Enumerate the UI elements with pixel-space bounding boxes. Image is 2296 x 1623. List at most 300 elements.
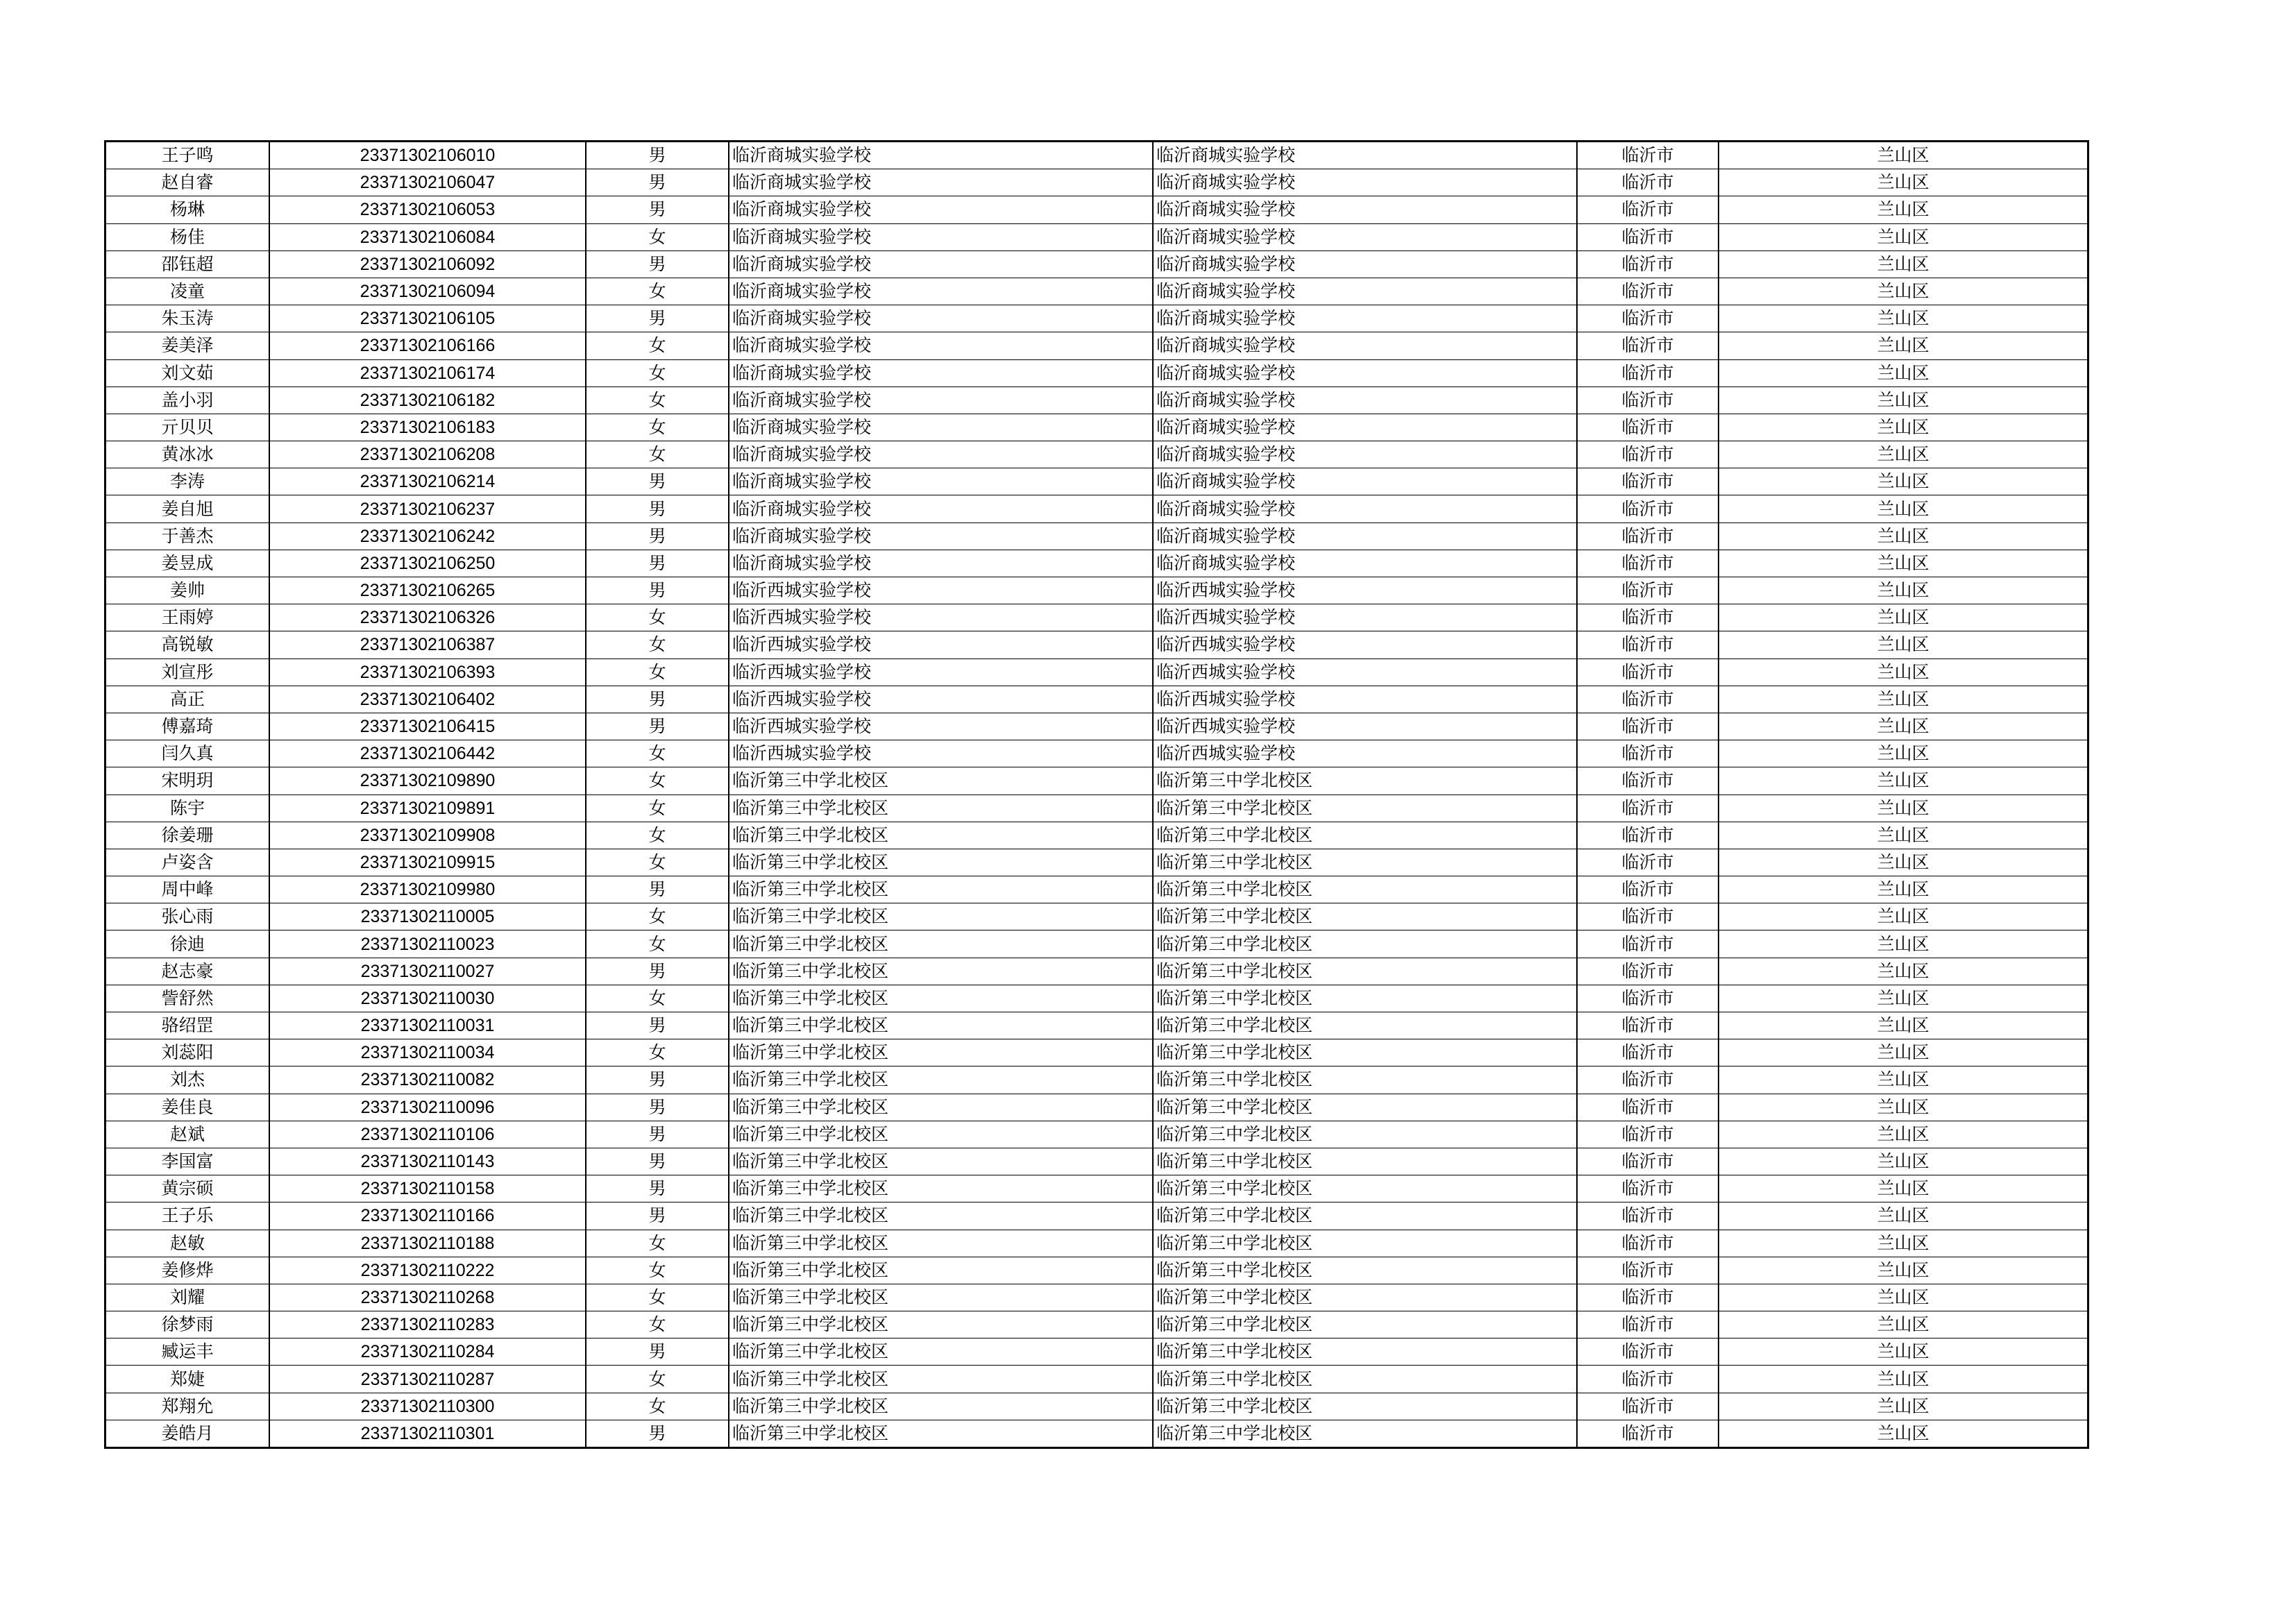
gender-cell: 男 <box>586 1339 729 1366</box>
table-row <box>105 1121 2088 1148</box>
city-cell: 临沂市 <box>1577 931 1719 958</box>
district-cell: 兰山区 <box>1719 631 2088 658</box>
student-name-cell: 卢姿含 <box>105 849 270 876</box>
gender-cell: 男 <box>586 550 729 577</box>
district-cell: 兰山区 <box>1719 1175 2088 1203</box>
table-row <box>105 386 2088 414</box>
exam-id-cell: 23371302110027 <box>269 958 586 985</box>
student-name-cell: 李涛 <box>105 468 270 495</box>
student-name-cell: 刘杰 <box>105 1067 270 1094</box>
student-name-cell: 姜修烨 <box>105 1257 270 1284</box>
table-row <box>105 468 2088 495</box>
admission-school-cell: 临沂商城实验学校 <box>1153 278 1577 305</box>
exam-id-cell: 23371302110023 <box>269 931 586 958</box>
city-cell: 临沂市 <box>1577 250 1719 278</box>
table-row <box>105 332 2088 359</box>
student-name-cell: 姜帅 <box>105 577 270 604</box>
exam-id-cell: 23371302106387 <box>269 631 586 658</box>
admission-school-cell: 临沂商城实验学校 <box>1153 468 1577 495</box>
exam-id-cell: 23371302110106 <box>269 1121 586 1148</box>
exam-id-cell: 23371302106237 <box>269 495 586 522</box>
school-cell: 临沂第三中学北校区 <box>729 1203 1153 1230</box>
student-name-cell: 盖小羽 <box>105 386 270 414</box>
district-cell: 兰山区 <box>1719 658 2088 686</box>
school-cell: 临沂西城实验学校 <box>729 631 1153 658</box>
district-cell: 兰山区 <box>1719 332 2088 359</box>
admission-school-cell: 临沂商城实验学校 <box>1153 169 1577 196</box>
student-name-cell: 邵钰超 <box>105 250 270 278</box>
school-cell: 临沂商城实验学校 <box>729 169 1153 196</box>
district-cell: 兰山区 <box>1719 822 2088 849</box>
school-cell: 临沂西城实验学校 <box>729 740 1153 767</box>
admission-school-cell: 临沂第三中学北校区 <box>1153 876 1577 903</box>
student-name-cell: 徐姜珊 <box>105 822 270 849</box>
admission-school-cell: 临沂西城实验学校 <box>1153 577 1577 604</box>
exam-id-cell: 23371302106084 <box>269 223 586 250</box>
table-row <box>105 1311 2088 1339</box>
table-row <box>105 958 2088 985</box>
admission-school-cell: 临沂第三中学北校区 <box>1153 822 1577 849</box>
gender-cell: 男 <box>586 1175 729 1203</box>
district-cell: 兰山区 <box>1719 1012 2088 1039</box>
table-row <box>105 1203 2088 1230</box>
city-cell: 临沂市 <box>1577 713 1719 740</box>
table-row <box>105 1257 2088 1284</box>
city-cell: 临沂市 <box>1577 794 1719 822</box>
student-name-cell: 高正 <box>105 686 270 713</box>
gender-cell: 女 <box>586 359 729 386</box>
exam-id-cell: 23371302110188 <box>269 1230 586 1257</box>
city-cell: 临沂市 <box>1577 876 1719 903</box>
student-name-cell: 杨琳 <box>105 196 270 223</box>
gender-cell: 女 <box>586 414 729 441</box>
gender-cell: 男 <box>586 468 729 495</box>
gender-cell: 女 <box>586 604 729 631</box>
school-cell: 临沂第三中学北校区 <box>729 1366 1153 1393</box>
student-name-cell: 臧运丰 <box>105 1339 270 1366</box>
city-cell: 临沂市 <box>1577 1094 1719 1121</box>
district-cell: 兰山区 <box>1719 414 2088 441</box>
district-cell: 兰山区 <box>1719 794 2088 822</box>
gender-cell: 男 <box>586 495 729 522</box>
district-cell: 兰山区 <box>1719 713 2088 740</box>
city-cell: 临沂市 <box>1577 1067 1719 1094</box>
gender-cell: 女 <box>586 278 729 305</box>
exam-id-cell: 23371302106250 <box>269 550 586 577</box>
school-cell: 临沂第三中学北校区 <box>729 1339 1153 1366</box>
gender-cell: 女 <box>586 1284 729 1311</box>
city-cell: 临沂市 <box>1577 577 1719 604</box>
school-cell: 临沂西城实验学校 <box>729 713 1153 740</box>
admission-school-cell: 临沂商城实验学校 <box>1153 550 1577 577</box>
gender-cell: 男 <box>586 1012 729 1039</box>
exam-id-cell: 23371302106053 <box>269 196 586 223</box>
city-cell: 临沂市 <box>1577 1366 1719 1393</box>
admission-school-cell: 临沂第三中学北校区 <box>1153 985 1577 1012</box>
student-name-cell: 刘文茹 <box>105 359 270 386</box>
school-cell: 临沂第三中学北校区 <box>729 1393 1153 1420</box>
district-cell: 兰山区 <box>1719 577 2088 604</box>
city-cell: 临沂市 <box>1577 740 1719 767</box>
district-cell: 兰山区 <box>1719 958 2088 985</box>
student-name-cell: 陈宇 <box>105 794 270 822</box>
admission-school-cell: 临沂第三中学北校区 <box>1153 1366 1577 1393</box>
city-cell: 临沂市 <box>1577 142 1719 169</box>
exam-id-cell: 23371302106393 <box>269 658 586 686</box>
exam-id-cell: 23371302106183 <box>269 414 586 441</box>
gender-cell: 男 <box>586 686 729 713</box>
exam-id-cell: 23371302106242 <box>269 522 586 550</box>
school-cell: 临沂西城实验学校 <box>729 577 1153 604</box>
gender-cell: 男 <box>586 876 729 903</box>
school-cell: 临沂第三中学北校区 <box>729 767 1153 794</box>
table-row <box>105 550 2088 577</box>
admission-school-cell: 临沂商城实验学校 <box>1153 142 1577 169</box>
city-cell: 临沂市 <box>1577 223 1719 250</box>
admission-school-cell: 临沂第三中学北校区 <box>1153 849 1577 876</box>
table-row <box>105 250 2088 278</box>
district-cell: 兰山区 <box>1719 849 2088 876</box>
admission-school-cell: 临沂第三中学北校区 <box>1153 903 1577 931</box>
district-cell: 兰山区 <box>1719 495 2088 522</box>
district-cell: 兰山区 <box>1719 142 2088 169</box>
exam-id-cell: 23371302106047 <box>269 169 586 196</box>
table-row <box>105 1284 2088 1311</box>
city-cell: 临沂市 <box>1577 767 1719 794</box>
school-cell: 临沂第三中学北校区 <box>729 1311 1153 1339</box>
city-cell: 临沂市 <box>1577 985 1719 1012</box>
school-cell: 临沂第三中学北校区 <box>729 822 1153 849</box>
gender-cell: 女 <box>586 1230 729 1257</box>
school-cell: 临沂第三中学北校区 <box>729 1257 1153 1284</box>
school-cell: 临沂第三中学北校区 <box>729 794 1153 822</box>
admission-school-cell: 临沂西城实验学校 <box>1153 658 1577 686</box>
city-cell: 临沂市 <box>1577 441 1719 468</box>
district-cell: 兰山区 <box>1719 903 2088 931</box>
exam-id-cell: 23371302110222 <box>269 1257 586 1284</box>
table-row <box>105 1094 2088 1121</box>
student-name-cell: 杨佳 <box>105 223 270 250</box>
table-row <box>105 522 2088 550</box>
student-name-cell: 骆绍罡 <box>105 1012 270 1039</box>
city-cell: 临沂市 <box>1577 1039 1719 1067</box>
school-cell: 临沂第三中学北校区 <box>729 849 1153 876</box>
district-cell: 兰山区 <box>1719 305 2088 332</box>
admission-school-cell: 临沂西城实验学校 <box>1153 686 1577 713</box>
table-row <box>105 495 2088 522</box>
student-name-cell: 黄冰冰 <box>105 441 270 468</box>
gender-cell: 女 <box>586 931 729 958</box>
student-name-cell: 姜佳良 <box>105 1094 270 1121</box>
admission-school-cell: 临沂第三中学北校区 <box>1153 958 1577 985</box>
district-cell: 兰山区 <box>1719 1393 2088 1420</box>
student-name-cell: 李国富 <box>105 1148 270 1175</box>
district-cell: 兰山区 <box>1719 1284 2088 1311</box>
exam-id-cell: 23371302109891 <box>269 794 586 822</box>
student-name-cell: 王雨婷 <box>105 604 270 631</box>
district-cell: 兰山区 <box>1719 740 2088 767</box>
school-cell: 临沂第三中学北校区 <box>729 931 1153 958</box>
city-cell: 临沂市 <box>1577 550 1719 577</box>
gender-cell: 女 <box>586 767 729 794</box>
exam-id-cell: 23371302106092 <box>269 250 586 278</box>
table-row <box>105 196 2088 223</box>
admission-school-cell: 临沂商城实验学校 <box>1153 386 1577 414</box>
gender-cell: 女 <box>586 223 729 250</box>
student-name-cell: 周中峰 <box>105 876 270 903</box>
table-row <box>105 305 2088 332</box>
district-cell: 兰山区 <box>1719 223 2088 250</box>
table-row <box>105 794 2088 822</box>
student-name-cell: 刘蕊阳 <box>105 1039 270 1067</box>
table-row <box>105 1175 2088 1203</box>
district-cell: 兰山区 <box>1719 876 2088 903</box>
district-cell: 兰山区 <box>1719 686 2088 713</box>
gender-cell: 男 <box>586 1148 729 1175</box>
student-name-cell: 闫久真 <box>105 740 270 767</box>
gender-cell: 男 <box>586 713 729 740</box>
city-cell: 临沂市 <box>1577 1230 1719 1257</box>
school-cell: 临沂第三中学北校区 <box>729 958 1153 985</box>
student-name-cell: 徐迪 <box>105 931 270 958</box>
school-cell: 临沂商城实验学校 <box>729 550 1153 577</box>
table-row <box>105 1420 2088 1447</box>
school-cell: 临沂商城实验学校 <box>729 278 1153 305</box>
admission-school-cell: 临沂第三中学北校区 <box>1153 1339 1577 1366</box>
district-cell: 兰山区 <box>1719 1311 2088 1339</box>
city-cell: 临沂市 <box>1577 849 1719 876</box>
table-row <box>105 223 2088 250</box>
city-cell: 临沂市 <box>1577 495 1719 522</box>
district-cell: 兰山区 <box>1719 1121 2088 1148</box>
exam-id-cell: 23371302110158 <box>269 1175 586 1203</box>
gender-cell: 男 <box>586 577 729 604</box>
table-row <box>105 876 2088 903</box>
gender-cell: 女 <box>586 386 729 414</box>
exam-id-cell: 23371302106214 <box>269 468 586 495</box>
city-cell: 临沂市 <box>1577 522 1719 550</box>
school-cell: 临沂第三中学北校区 <box>729 1039 1153 1067</box>
district-cell: 兰山区 <box>1719 169 2088 196</box>
district-cell: 兰山区 <box>1719 196 2088 223</box>
district-cell: 兰山区 <box>1719 250 2088 278</box>
student-name-cell: 宋明玥 <box>105 767 270 794</box>
admission-school-cell: 临沂第三中学北校区 <box>1153 1420 1577 1447</box>
district-cell: 兰山区 <box>1719 468 2088 495</box>
city-cell: 临沂市 <box>1577 468 1719 495</box>
student-name-cell: 姜皓月 <box>161 1422 214 1443</box>
table-row <box>105 740 2088 767</box>
student-name-cell: 于善杰 <box>105 522 270 550</box>
admission-school-cell: 临沂第三中学北校区 <box>1153 1121 1577 1148</box>
table-row <box>105 142 2088 169</box>
school-cell: 临沂商城实验学校 <box>729 386 1153 414</box>
admission-school-cell: 临沂第三中学北校区 <box>1153 1284 1577 1311</box>
school-cell: 临沂第三中学北校区 <box>729 1148 1153 1175</box>
exam-id-cell: 23371302106265 <box>269 577 586 604</box>
district-cell: 兰山区 <box>1719 359 2088 386</box>
admission-school-cell: 临沂商城实验学校 <box>1153 522 1577 550</box>
district-cell: 兰山区 <box>1719 931 2088 958</box>
admission-school-cell: 临沂西城实验学校 <box>1153 740 1577 767</box>
table-row <box>105 658 2088 686</box>
school-cell: 临沂西城实验学校 <box>729 604 1153 631</box>
table-row <box>105 767 2088 794</box>
exam-id-cell: 23371302106010 <box>269 142 586 169</box>
city-cell: 临沂市 <box>1577 196 1719 223</box>
admission-school-cell: 临沂商城实验学校 <box>1153 196 1577 223</box>
school-cell: 临沂商城实验学校 <box>729 359 1153 386</box>
admission-school-cell: 临沂第三中学北校区 <box>1153 1094 1577 1121</box>
city-cell: 临沂市 <box>1577 359 1719 386</box>
gender-cell: 男 <box>586 142 729 169</box>
table-row <box>105 903 2088 931</box>
school-cell: 临沂商城实验学校 <box>729 441 1153 468</box>
student-name-cell: 亓贝贝 <box>105 414 270 441</box>
gender-cell: 女 <box>586 631 729 658</box>
admission-school-cell: 临沂商城实验学校 <box>1153 332 1577 359</box>
student-name-cell: 赵敏 <box>105 1230 270 1257</box>
city-cell: 临沂市 <box>1577 686 1719 713</box>
admission-school-cell: 临沂第三中学北校区 <box>1153 1257 1577 1284</box>
school-cell: 临沂商城实验学校 <box>729 522 1153 550</box>
gender-cell: 女 <box>586 441 729 468</box>
table-row <box>105 278 2088 305</box>
table-row <box>105 1366 2088 1393</box>
admission-school-cell: 临沂第三中学北校区 <box>1153 1311 1577 1339</box>
district-cell: 兰山区 <box>1719 441 2088 468</box>
admission-school-cell: 临沂第三中学北校区 <box>1153 1230 1577 1257</box>
student-name-cell: 姜昱成 <box>105 550 270 577</box>
admission-school-cell: 临沂第三中学北校区 <box>1153 767 1577 794</box>
school-cell: 临沂第三中学北校区 <box>729 1175 1153 1203</box>
table-row <box>105 1067 2088 1094</box>
school-cell: 临沂商城实验学校 <box>729 250 1153 278</box>
gender-cell: 男 <box>586 169 729 196</box>
city-cell: 临沂市 <box>1577 332 1719 359</box>
student-name-cell: 赵自睿 <box>105 169 270 196</box>
student-name-cell: 訾舒然 <box>105 985 270 1012</box>
city-cell: 临沂市 <box>1577 386 1719 414</box>
student-name-cell: 黄宗硕 <box>105 1175 270 1203</box>
city-cell: 临沂市 <box>1577 903 1719 931</box>
school-cell: 临沂商城实验学校 <box>729 332 1153 359</box>
table-row <box>105 631 2088 658</box>
table-row <box>105 1039 2088 1067</box>
admission-school-cell: 临沂第三中学北校区 <box>1153 1203 1577 1230</box>
admission-school-cell: 临沂第三中学北校区 <box>1153 1039 1577 1067</box>
table-row <box>105 1012 2088 1039</box>
district-cell: 兰山区 <box>1719 550 2088 577</box>
admission-school-cell: 临沂西城实验学校 <box>1153 631 1577 658</box>
city-cell: 临沂市 <box>1577 1121 1719 1148</box>
exam-id-cell: 23371302106166 <box>269 332 586 359</box>
table-row <box>105 359 2088 386</box>
student-name-cell: 郑婕 <box>105 1366 270 1393</box>
gender-cell: 男 <box>586 1094 729 1121</box>
school-cell: 临沂西城实验学校 <box>729 686 1153 713</box>
city-cell: 临沂市 <box>1577 1420 1719 1447</box>
student-name-cell: 朱玉涛 <box>105 305 270 332</box>
admission-school-cell: 临沂第三中学北校区 <box>1153 931 1577 958</box>
city-cell: 临沂市 <box>1577 1284 1719 1311</box>
school-cell: 临沂商城实验学校 <box>729 495 1153 522</box>
admission-school-cell: 临沂西城实验学校 <box>1153 604 1577 631</box>
city-cell: 临沂市 <box>1577 958 1719 985</box>
district-cell: 兰山区 <box>1719 1067 2088 1094</box>
student-name-cell: 刘宣彤 <box>105 658 270 686</box>
city-cell: 临沂市 <box>1577 1311 1719 1339</box>
table-row <box>105 441 2088 468</box>
table-row <box>105 931 2088 958</box>
admission-school-cell: 临沂第三中学北校区 <box>1153 1067 1577 1094</box>
district-cell: 兰山区 <box>1719 522 2088 550</box>
exam-id-cell: 23371302110030 <box>269 985 586 1012</box>
admission-school-cell: 临沂商城实验学校 <box>1153 414 1577 441</box>
district-cell: 兰山区 <box>1719 1148 2088 1175</box>
table-row <box>105 1339 2088 1366</box>
exam-id-cell: 23371302106208 <box>269 441 586 468</box>
admission-school-cell: 临沂第三中学北校区 <box>1153 1175 1577 1203</box>
table-row <box>105 849 2088 876</box>
table-row <box>105 1393 2088 1420</box>
district-cell: 兰山区 <box>1719 1203 2088 1230</box>
exam-id-cell: 23371302110096 <box>269 1094 586 1121</box>
district-cell: 兰山区 <box>1719 1257 2088 1284</box>
gender-cell: 女 <box>586 1366 729 1393</box>
exam-id-cell: 23371302106415 <box>269 713 586 740</box>
admission-school-cell: 临沂商城实验学校 <box>1153 441 1577 468</box>
city-cell: 临沂市 <box>1577 658 1719 686</box>
exam-id-cell: 23371302110005 <box>269 903 586 931</box>
student-name-cell: 傅嘉琦 <box>105 713 270 740</box>
table-row <box>105 713 2088 740</box>
school-cell: 临沂第三中学北校区 <box>729 1012 1153 1039</box>
student-name-cell: 王子乐 <box>105 1203 270 1230</box>
exam-id-cell: 23371302106442 <box>269 740 586 767</box>
city-cell: 临沂市 <box>1577 822 1719 849</box>
table-row <box>105 822 2088 849</box>
exam-id-cell: 23371302110268 <box>269 1284 586 1311</box>
exam-id-cell: 23371302106174 <box>269 359 586 386</box>
exam-id-cell: 23371302109980 <box>269 876 586 903</box>
admission-school-cell: 临沂商城实验学校 <box>1153 250 1577 278</box>
gender-cell: 男 <box>586 196 729 223</box>
exam-id-cell: 23371302110034 <box>269 1039 586 1067</box>
city-cell: 临沂市 <box>1577 278 1719 305</box>
table-row <box>105 686 2088 713</box>
exam-id-cell: 23371302109890 <box>269 767 586 794</box>
student-name-cell: 赵志豪 <box>105 958 270 985</box>
gender-cell: 女 <box>586 658 729 686</box>
student-name-cell: 王子鸣 <box>105 142 270 169</box>
gender-cell: 女 <box>586 740 729 767</box>
student-name-cell: 张心雨 <box>105 903 270 931</box>
exam-id-cell: 23371302109908 <box>269 822 586 849</box>
admission-school-cell: 临沂西城实验学校 <box>1153 713 1577 740</box>
school-cell: 临沂第三中学北校区 <box>729 903 1153 931</box>
roster-body <box>105 142 2088 1448</box>
admission-school-cell: 临沂商城实验学校 <box>1153 223 1577 250</box>
school-cell: 临沂商城实验学校 <box>729 414 1153 441</box>
school-cell: 临沂商城实验学校 <box>729 305 1153 332</box>
gender-cell: 女 <box>586 794 729 822</box>
gender-cell: 女 <box>586 822 729 849</box>
exam-id-cell: 23371302106402 <box>269 686 586 713</box>
admission-school-cell: 临沂商城实验学校 <box>1153 305 1577 332</box>
city-cell: 临沂市 <box>1577 604 1719 631</box>
school-cell: 临沂第三中学北校区 <box>729 1420 1153 1447</box>
